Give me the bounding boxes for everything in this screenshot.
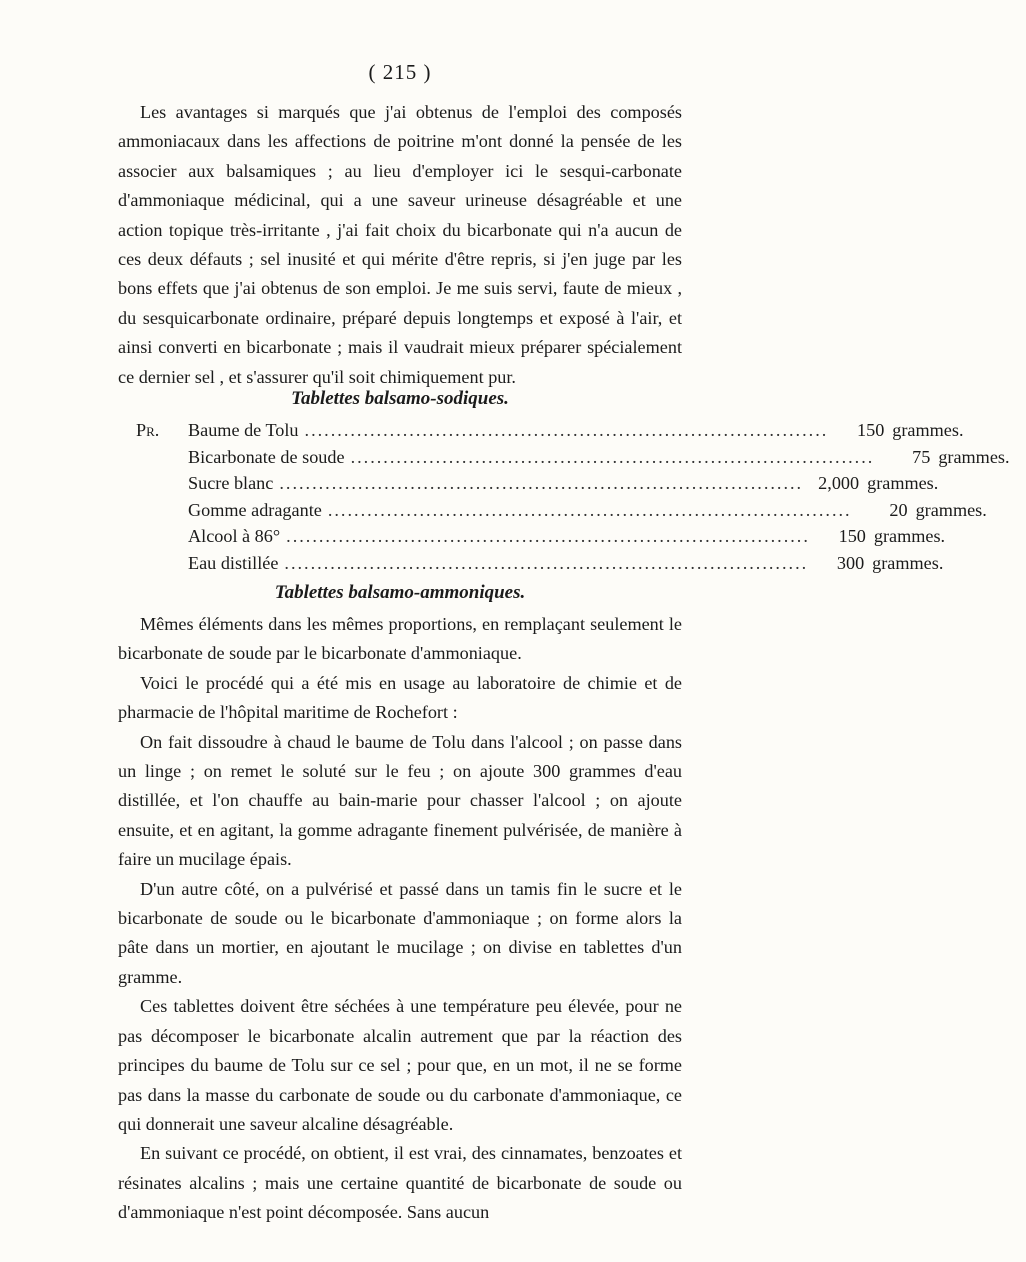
paragraph-6: En suivant ce procédé, on obtient, il est vrai, des cinnamates, benzoates et résinates alcalins ; mais une certaine quantité de bicarbonate de soude ou d'ammoniaque n'est point décomposée. Sans aucun xyxy=(118,1143,682,1223)
ingredient-quantity: 20 xyxy=(889,499,908,520)
ingredient-name: Alcool à 86° xyxy=(188,526,281,546)
paragraph-4: D'un autre côté, on a pulvérisé et passé dans un tamis fin le sucre et le bicarbonate de soude ou le bicarbonate d'ammoniaque ; on forme alors la pâte dans un mortier, en ajoutant le mucilage ; on divise en tablettes d'un gramme. xyxy=(118,878,682,987)
prescription-label: Pr. xyxy=(136,420,160,440)
ingredient-name: Bicarbonate de soude xyxy=(188,446,345,467)
section-title-sodiques: Tablettes balsamo-sodiques. xyxy=(291,388,509,409)
intro-paragraph: Les avantages si marqués que j'ai obtenus de l'emploi des composés ammoniacaux dans les affections de poitrine m'ont donné la pensée de les associer aux balsamiques ; au lieu d'employer ici le sesqui-carbonate d'ammoniaque médicinal, qui a une saveur urineuse désagréable et une action topique très-irritante , j'ai fait choix du bicarbonate qui n'a aucun de ces deux défauts ; sel inusité et qui mérite d'être repris, si j'en juge par les bons effets que j'ai obtenus de son emploi. Je me suis servi, faute de mieux , du sesquicarbonate ordinaire, préparé depuis longtemps et exposé à l'air, et ainsi converti en bicarbonate ; mais il vaudrait mieux préparer spécialement ce dernier sel , et s'assurer qu'il soit chimiquement pur. xyxy=(118,102,682,387)
ingredient-quantity: 150 xyxy=(838,526,866,546)
ingredient-name: Eau distillée xyxy=(188,552,279,573)
ingredient-name: Gomme adragante xyxy=(188,499,322,520)
top-text-block xyxy=(118,98,682,392)
ingredient-unit: grammes. xyxy=(867,473,939,493)
ingredient-quantity: 2,000 xyxy=(818,473,860,493)
ingredient-list xyxy=(118,416,1010,575)
paragraph-3: On fait dissoudre à chaud le baume de Tolu dans l'alcool ; on passe dans un linge ; on remet le soluté sur le feu ; on ajoute 300 grammes d'eau distillée, et l'on chauffe au bain-marie pour chasser l'alcool ; on ajoute ensuite, et en agitant, la gomme adragante finement pulvérisée, de manière à faire un mucilage épais. xyxy=(118,731,682,870)
dot-leader: ................................................................................ xyxy=(327,499,852,520)
ingredient-name: Baume de Tolu xyxy=(188,420,299,440)
section2-block xyxy=(118,576,682,1228)
ingredient-quantity: 300 xyxy=(836,552,865,573)
ingredient-quantity: 150 xyxy=(857,420,885,440)
ingredient-row xyxy=(118,549,944,576)
dot-leader: ................................................................................ xyxy=(286,526,810,546)
ingredient-unit: grammes. xyxy=(872,552,944,573)
ingredient-unit: grammes. xyxy=(892,420,964,440)
ingredient-unit: grammes. xyxy=(873,526,946,546)
ingredient-quantity: 75 xyxy=(912,446,931,467)
paragraph-2: Voici le procédé qui a été mis en usage au laboratoire de chimie et de pharmacie de l'hôpital maritime de Rochefort : xyxy=(118,672,682,723)
dot-leader: ................................................................................ xyxy=(304,420,829,440)
section1-block xyxy=(118,382,1010,575)
ingredient-unit: grammes. xyxy=(938,446,1010,467)
ingredient-row xyxy=(118,496,987,523)
page-number: ( 215 ) xyxy=(368,60,432,84)
paragraph-1: Mêmes éléments dans les mêmes proportions, en remplaçant seulement le bicarbonate de soude par le bicarbonate d'ammoniaque. xyxy=(118,614,682,664)
ingredient-name: Sucre blanc xyxy=(188,473,274,493)
ingredient-row xyxy=(118,522,946,549)
ingredient-row xyxy=(118,443,1010,470)
ingredient-unit: grammes. xyxy=(915,499,987,520)
ingredient-row xyxy=(118,469,939,496)
dot-leader: ................................................................................ xyxy=(279,473,804,493)
dot-leader: ................................................................................ xyxy=(284,552,809,573)
section-title-ammoniques: Tablettes balsamo-ammoniques. xyxy=(274,582,526,603)
ingredient-row xyxy=(118,416,964,443)
paragraph-5: Ces tablettes doivent être séchées à une température peu élevée, pour ne pas décomposer le bicarbonate alcalin autrement que par la réaction des principes du baume de Tolu sur ce sel ; pour que, en un mot, il ne se forme pas dans la masse du carbonate de soude ou du carbonate d'ammoniaque, ce qui donnerait une saveur alcaline désagréable. xyxy=(118,996,682,1134)
dot-leader: ................................................................................ xyxy=(350,446,875,467)
